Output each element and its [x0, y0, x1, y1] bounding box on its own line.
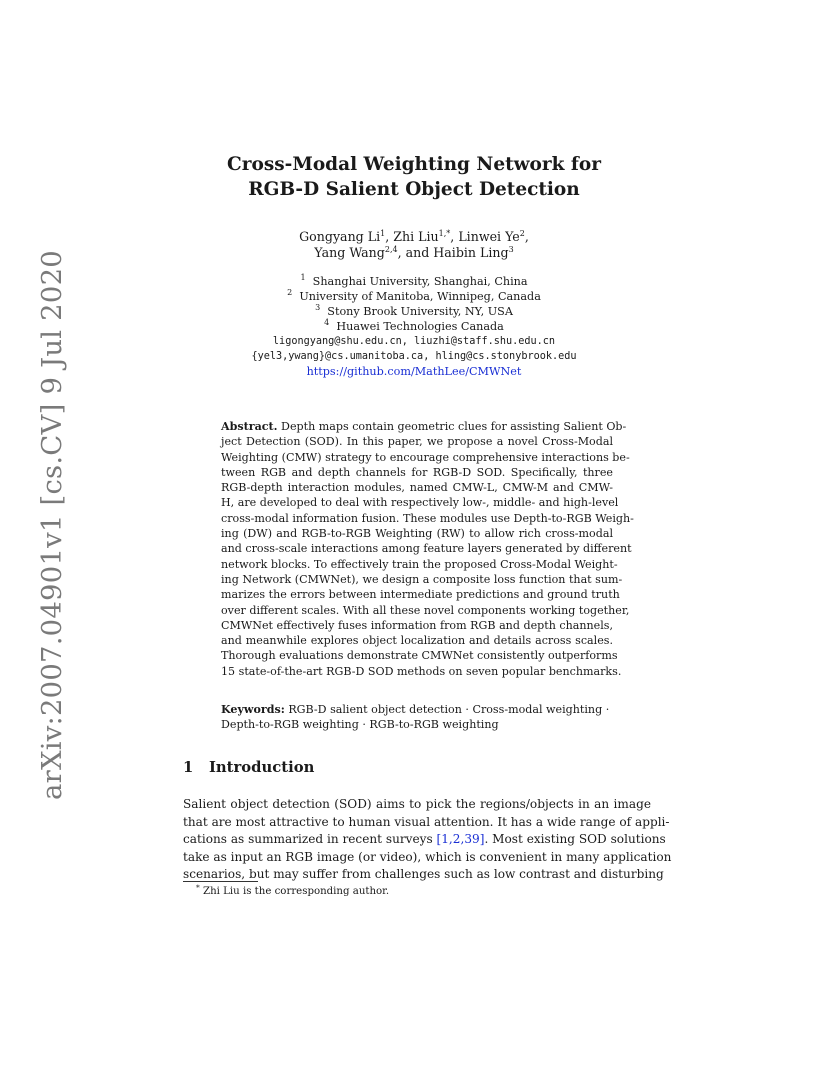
- footnote: [196, 883, 390, 897]
- abstract-line: 15 state-of-the-art RGB-D SOD methods on seven popular benchmarks.: [221, 664, 622, 678]
- affil-text: Stony Brook University, NY, USA: [327, 305, 513, 318]
- affil-text: Shanghai University, Shanghai, China: [312, 275, 528, 288]
- keywords-line: [221, 702, 613, 717]
- abstract-line: and meanwhile explores object localization and details across scales.: [221, 634, 613, 648]
- body-text: cations as summarized in recent surveys: [183, 832, 437, 846]
- citation-link[interactable]: 39]: [464, 832, 485, 846]
- keywords-text: RGB-D salient object detection · Cross-modal weighting ·: [288, 703, 610, 716]
- affiliation: [0, 289, 828, 304]
- abstract-line: ject Detection (SOD). In this paper, we propose a novel Cross-Modal: [221, 435, 613, 449]
- abstract-line: [221, 419, 627, 434]
- keywords-line: Depth-to-RGB weighting · RGB-to-RGB weighting: [221, 718, 499, 732]
- author-name: Zhi Liu: [393, 229, 439, 244]
- footnote-text: Zhi Liu is the corresponding author.: [203, 886, 390, 897]
- abstract-line: ing Network (CMWNet), we design a composite loss function that sum-: [221, 572, 623, 586]
- author-affil-mark: 1,*: [438, 229, 451, 238]
- arxiv-stamp: arXiv:2007.04901v1 [cs.CV] 9 Jul 2020: [36, 250, 68, 800]
- author-affil-mark: 1: [380, 229, 386, 238]
- affil-number: 2: [287, 288, 293, 297]
- body-line: [183, 831, 666, 849]
- affiliations: [0, 274, 828, 379]
- affil-number: 1: [300, 273, 306, 282]
- author-name: Gongyang Li: [299, 229, 381, 244]
- author-name: Yang Wang: [314, 245, 385, 260]
- section-title: Introduction: [209, 759, 315, 776]
- abstract-label: Abstract.: [221, 420, 278, 433]
- email-line[interactable]: ligongyang@shu.edu.cn, liuzhi@staff.shu.edu.cn: [272, 336, 556, 347]
- author-line-2: Yang Wang$^{2,4}$, and Haibin Ling$^3$: [314, 245, 514, 260]
- abstract-text: Depth maps contain geometric clues for assisting Salient Ob-: [281, 420, 627, 433]
- abstract-line: over different scales. With all these novel components working together,: [221, 603, 630, 617]
- abstract-line: and cross-scale interactions among feature layers generated by different: [221, 542, 632, 556]
- author-line-1: Gongyang Li$^1$, Zhi Liu$^{1,*}$, Linwei Ye$^2$,: [299, 229, 529, 244]
- abstract-line: cross-modal information fusion. These modules use Depth-to-RGB Weigh-: [221, 511, 634, 525]
- body-line: take as input an RGB image (or video), which is convenient in many application: [183, 849, 672, 864]
- paper-title: [0, 152, 828, 202]
- title-line-2: RGB-D Salient Object Detection: [248, 179, 580, 200]
- affil-text: Huawei Technologies Canada: [336, 320, 504, 333]
- keywords-label: Keywords:: [221, 703, 285, 716]
- body-line: that are most attractive to human visual attention. It has a wide range of appli-: [183, 814, 670, 829]
- keywords: [221, 702, 613, 733]
- author-name: Haibin Ling: [433, 245, 509, 260]
- abstract-line: RGB-depth interaction modules, named CMW-L, CMW-M and CMW-: [221, 481, 613, 495]
- footnote-rule: [183, 881, 258, 882]
- repo-link[interactable]: https://github.com/MathLee/CMWNet: [306, 365, 522, 378]
- section-number: 1: [183, 759, 194, 776]
- body-line: Salient object detection (SOD) aims to pick the regions/objects in an image: [183, 797, 651, 811]
- abstract-line: tween RGB and depth channels for RGB-D SOD. Specifically, three: [221, 465, 613, 479]
- affil-text: University of Manitoba, Winnipeg, Canada: [299, 290, 541, 303]
- affil-number: 4: [324, 318, 330, 327]
- abstract-line: ing (DW) and RGB-to-RGB Weighting (RW) to allow rich cross-modal: [221, 527, 613, 541]
- section-heading: [183, 759, 314, 776]
- author-list: [0, 229, 828, 261]
- affil-number: 3: [315, 303, 321, 312]
- abstract-line: marizes the errors between intermediate predictions and ground truth: [221, 588, 620, 602]
- author-affil-mark: 2: [519, 229, 525, 238]
- email-line[interactable]: {yel3,ywang}@cs.umanitoba.ca, hling@cs.stonybrook.edu: [251, 351, 577, 362]
- title-line-1: Cross-Modal Weighting Network for: [227, 154, 601, 175]
- author-affil-mark: 2,4: [384, 245, 398, 254]
- affiliation: [0, 319, 828, 334]
- footnote-mark: *: [196, 883, 200, 892]
- abstract: [221, 419, 634, 679]
- body-line: scenarios, but may suffer from challenges such as low contrast and disturbing: [183, 867, 664, 881]
- author-affil-mark: 3: [508, 245, 514, 254]
- abstract-line: Weighting (CMW) strategy to encourage comprehensive interactions be-: [221, 450, 630, 464]
- citation-link[interactable]: [1,: [436, 832, 453, 846]
- abstract-line: network blocks. To effectively train the proposed Cross-Modal Weight-: [221, 557, 618, 571]
- affiliation: [0, 274, 828, 289]
- affiliation: [0, 304, 828, 319]
- author-name: Linwei Ye: [458, 229, 520, 244]
- body-paragraph: [183, 796, 672, 884]
- abstract-line: H, are developed to deal with respectively low-, middle- and high-level: [221, 496, 619, 510]
- citation-link[interactable]: 2,: [452, 832, 465, 846]
- body-text: . Most existing SOD solutions: [484, 832, 666, 846]
- abstract-line: CMWNet effectively fuses information from RGB and depth channels,: [221, 618, 613, 632]
- abstract-line: Thorough evaluations demonstrate CMWNet consistently outperforms: [221, 649, 618, 663]
